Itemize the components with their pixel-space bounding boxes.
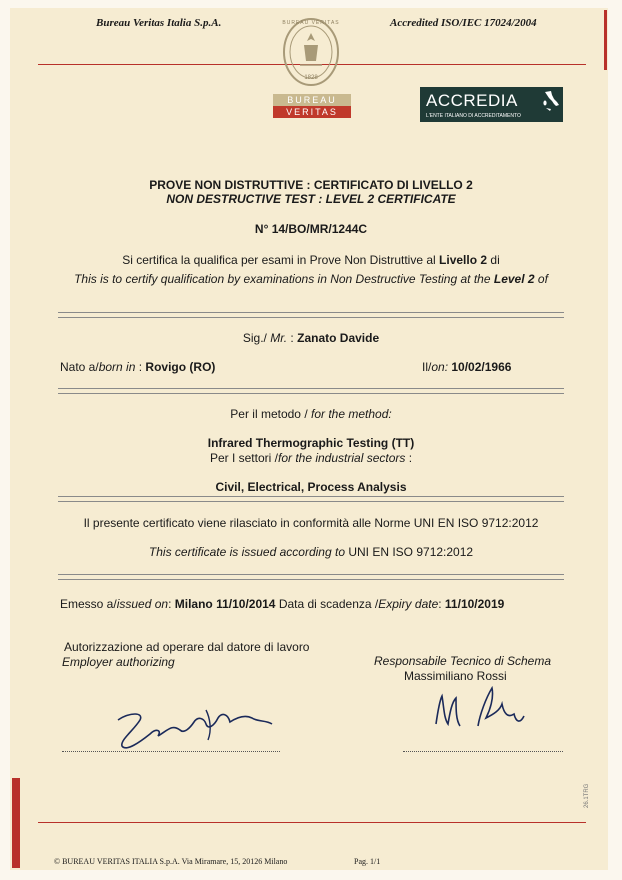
divider-3 (58, 496, 564, 502)
employer-signature-line (62, 751, 280, 752)
certify-it-post: di (487, 253, 500, 267)
italy-map-icon (542, 90, 560, 119)
expiry-label-it: Data di scadenza / (275, 597, 379, 611)
certificate-number: N° 14/BO/MR/1244C (254, 222, 368, 236)
scheme-role: Responsabile Tecnico di Schema (374, 654, 551, 668)
norm-english (0, 545, 622, 559)
issue-label-en: issued on (116, 597, 169, 611)
issue-line (60, 597, 504, 611)
divider-2 (58, 388, 564, 394)
title-italian: PROVE NON DISTRUTTIVE : CERTIFICATO DI LIVELLO 2 (149, 178, 473, 192)
certify-it-pre: Si certifica la qualifica per esami in Prove Non Distruttive al (122, 253, 440, 267)
norm-en-rest: UNI EN ISO 9712:2012 (345, 545, 474, 559)
accredia-logo (420, 87, 563, 122)
side-code: 26.1TRG (584, 783, 590, 808)
certify-italian (0, 253, 622, 267)
certify-english (0, 272, 622, 286)
method-name: Infrared Thermographic Testing (TT) (207, 436, 415, 450)
birth-date: 10/02/1966 (451, 360, 512, 374)
holder-name-line (0, 331, 622, 345)
expiry-label-en: Expiry date (378, 597, 439, 611)
date-label-en: on: (431, 360, 449, 374)
certify-en-post: of (534, 272, 548, 286)
certify-it-level: Livello 2 (439, 253, 488, 267)
scheme-signature-line (403, 751, 563, 752)
sectors-label-en: for the industrial sectors (277, 451, 406, 465)
employer-label-en: Employer authorizing (62, 655, 175, 669)
bottom-left-red-accent (12, 778, 20, 868)
name-sep: : (287, 331, 298, 345)
method-label-en: for the method: (310, 407, 392, 421)
seal-text-top: BUREAU VERITAS (282, 20, 340, 26)
birth-place-line (60, 360, 215, 374)
method-label (0, 407, 622, 421)
divider-4 (58, 574, 564, 580)
certify-en-level: Level 2 (493, 272, 535, 286)
bv-logo-bottom: VERITAS (273, 106, 351, 118)
name-label-it: Sig./ (242, 331, 271, 345)
scheme-name: Massimiliano Rossi (404, 669, 507, 683)
name-label-en: Mr. (270, 331, 288, 345)
expiry-sep: : (438, 597, 445, 611)
born-label-it: Nato a/ (60, 360, 99, 374)
top-right-red-accent (604, 10, 607, 70)
expiry-date: 11/10/2019 (444, 597, 505, 611)
sectors-label-it: Per I settori / (209, 451, 278, 465)
accredia-tagline: L'ENTE ITALIANO DI ACCREDITAMENTO (426, 113, 521, 119)
method-label-it: Per il metodo / (230, 407, 311, 421)
issue-sep: : (168, 597, 175, 611)
norm-en-italic: This certificate is issued according to (148, 545, 345, 559)
sectors-value: Civil, Electrical, Process Analysis (215, 480, 407, 494)
bureau-veritas-logo (273, 94, 351, 118)
employer-label-it: Autorizzazione ad operare dal datore di lavoro (64, 640, 310, 654)
divider-1 (58, 312, 564, 318)
bv-logo-top: BUREAU (273, 94, 351, 106)
footer-text: © BUREAU VERITAS ITALIA S.p.A. Via Miramare, 15, 20126 Milano (54, 857, 288, 866)
accredia-name: ACCREDIA (426, 91, 518, 110)
scheme-signature (430, 684, 540, 739)
footer-page: Pag. 1/1 (354, 857, 381, 866)
born-label-en: born in (98, 360, 136, 374)
holder-name: Zanato Davide (297, 331, 380, 345)
bottom-red-rule (38, 822, 586, 823)
born-sep: : (135, 360, 146, 374)
sectors-sep: : (405, 451, 413, 465)
sectors-label (0, 451, 622, 465)
title-english: NON DESTRUCTIVE TEST : LEVEL 2 CERTIFICATE (166, 192, 456, 206)
birth-date-line (422, 360, 511, 374)
bureau-veritas-seal (282, 17, 340, 87)
header-company: Bureau Veritas Italia S.p.A. (96, 17, 222, 29)
norm-italian: Il presente certificato viene rilasciato in conformità alle Norme UNI EN ISO 9712:2012 (83, 516, 539, 530)
issue-label-it: Emesso a/ (60, 597, 117, 611)
birth-place: Rovigo (RO) (145, 360, 216, 374)
date-label-it: Il/ (422, 360, 432, 374)
seal-year: 1828 (304, 75, 318, 81)
certify-en-pre: This is to certify qualification by examinations in Non Destructive Testing at the (74, 272, 494, 286)
issue-place-date: Milano 11/10/2014 (174, 597, 276, 611)
header-accreditation: Accredited ISO/IEC 17024/2004 (390, 17, 537, 29)
